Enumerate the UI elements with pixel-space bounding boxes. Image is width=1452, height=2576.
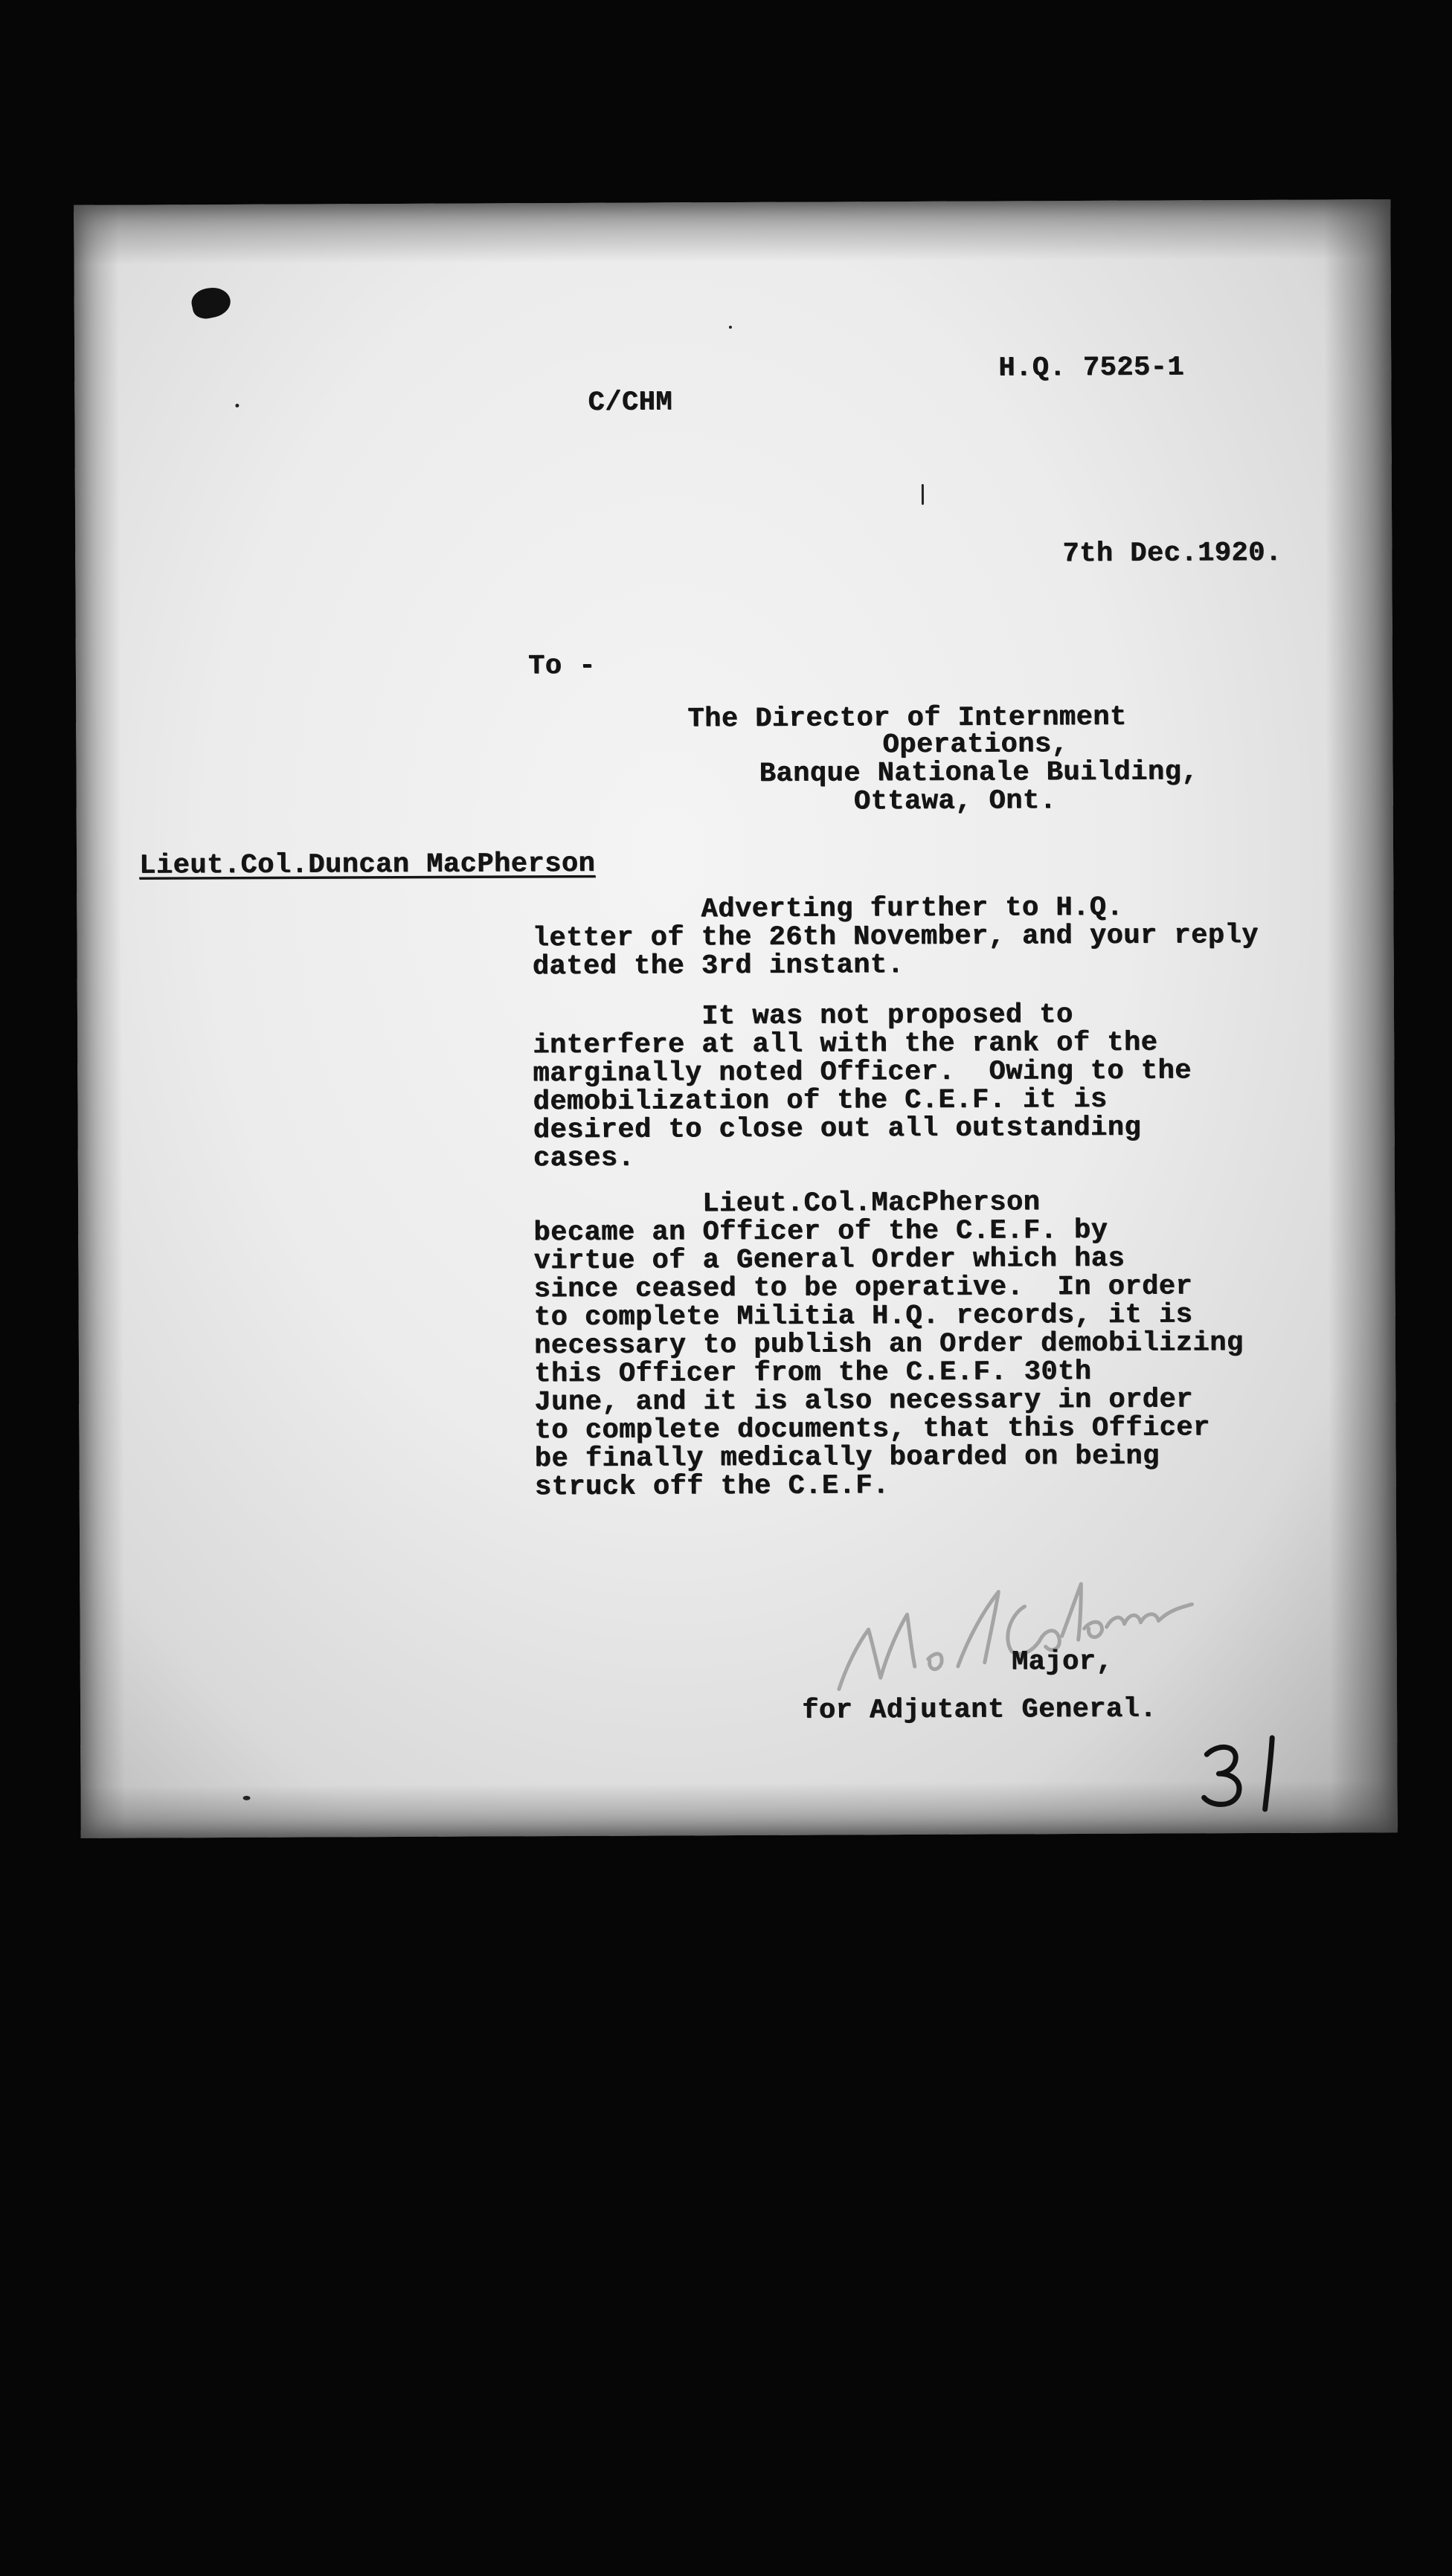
body-line: necessary to publish an Order demobilizing — [533, 1327, 1244, 1362]
body-paragraph-2 — [533, 1000, 1262, 1173]
body-line: interfere at all with the rank of the — [533, 1027, 1158, 1062]
body-line: since ceased to be operative. In order — [533, 1271, 1193, 1306]
addressee-line: The Director of Internment — [687, 701, 1127, 735]
body-line: this Officer from the C.E.F. 30th — [533, 1356, 1092, 1391]
body-line: be finally medically boarded on being — [534, 1440, 1160, 1475]
body-line: to complete documents, that this Officer — [534, 1412, 1210, 1447]
body-line: demobilization of the C.E.F. it is — [533, 1083, 1108, 1118]
paper-shadow-right — [1323, 199, 1398, 1832]
body-line: desired to close out all outstanding — [533, 1112, 1142, 1147]
paper-speck — [922, 484, 924, 505]
letter-date: 7th Dec.1920. — [1062, 537, 1282, 570]
body-line: letter of the 26th November, and your reply — [532, 919, 1259, 955]
body-line: virtue of a General Order which has — [533, 1243, 1125, 1278]
body-line: It was not proposed to — [532, 999, 1073, 1034]
reference-number: H.Q. 7525-1 — [998, 352, 1185, 384]
to-label: To - — [527, 650, 596, 683]
closing-rank: Major, — [1011, 1646, 1114, 1678]
paper-speck — [243, 1796, 251, 1800]
folio-number-handwritten — [1196, 1732, 1300, 1815]
paper-shadow-left — [74, 205, 126, 1838]
addressee-line: Operations, — [882, 729, 1069, 761]
body-line: Lieut.Col.MacPherson — [533, 1187, 1041, 1221]
body-paragraph-1 — [532, 893, 1261, 981]
body-line: June, and it is also necessary in order — [534, 1384, 1193, 1419]
body-line: to complete Militia H.Q. records, it is — [533, 1299, 1193, 1334]
body-line: struck off the C.E.F. — [534, 1470, 890, 1504]
letter-page — [74, 199, 1398, 1838]
handwritten-signature — [816, 1539, 1204, 1704]
typist-initials: C/CHM — [588, 387, 673, 419]
body-paragraph-3 — [533, 1187, 1264, 1504]
ink-blot — [189, 284, 233, 321]
body-line: became an Officer of the C.E.F. by — [533, 1214, 1108, 1249]
paper-speck — [729, 326, 732, 329]
body-line: dated the 3rd instant. — [532, 950, 905, 983]
addressee-line: Banque Nationale Building, — [759, 756, 1198, 790]
body-line: marginally noted Officer. Owing to the — [533, 1055, 1192, 1090]
addressee-line: Ottawa, Ont. — [853, 785, 1057, 818]
paper-speck — [235, 404, 239, 408]
closing-for: for Adjutant General. — [801, 1693, 1157, 1727]
marginal-subject: Lieut.Col.Duncan MacPherson — [139, 848, 596, 882]
body-line: Adverting further to H.Q. — [532, 892, 1124, 927]
body-line: cases. — [533, 1142, 635, 1175]
paper-shadow-top — [74, 199, 1390, 265]
